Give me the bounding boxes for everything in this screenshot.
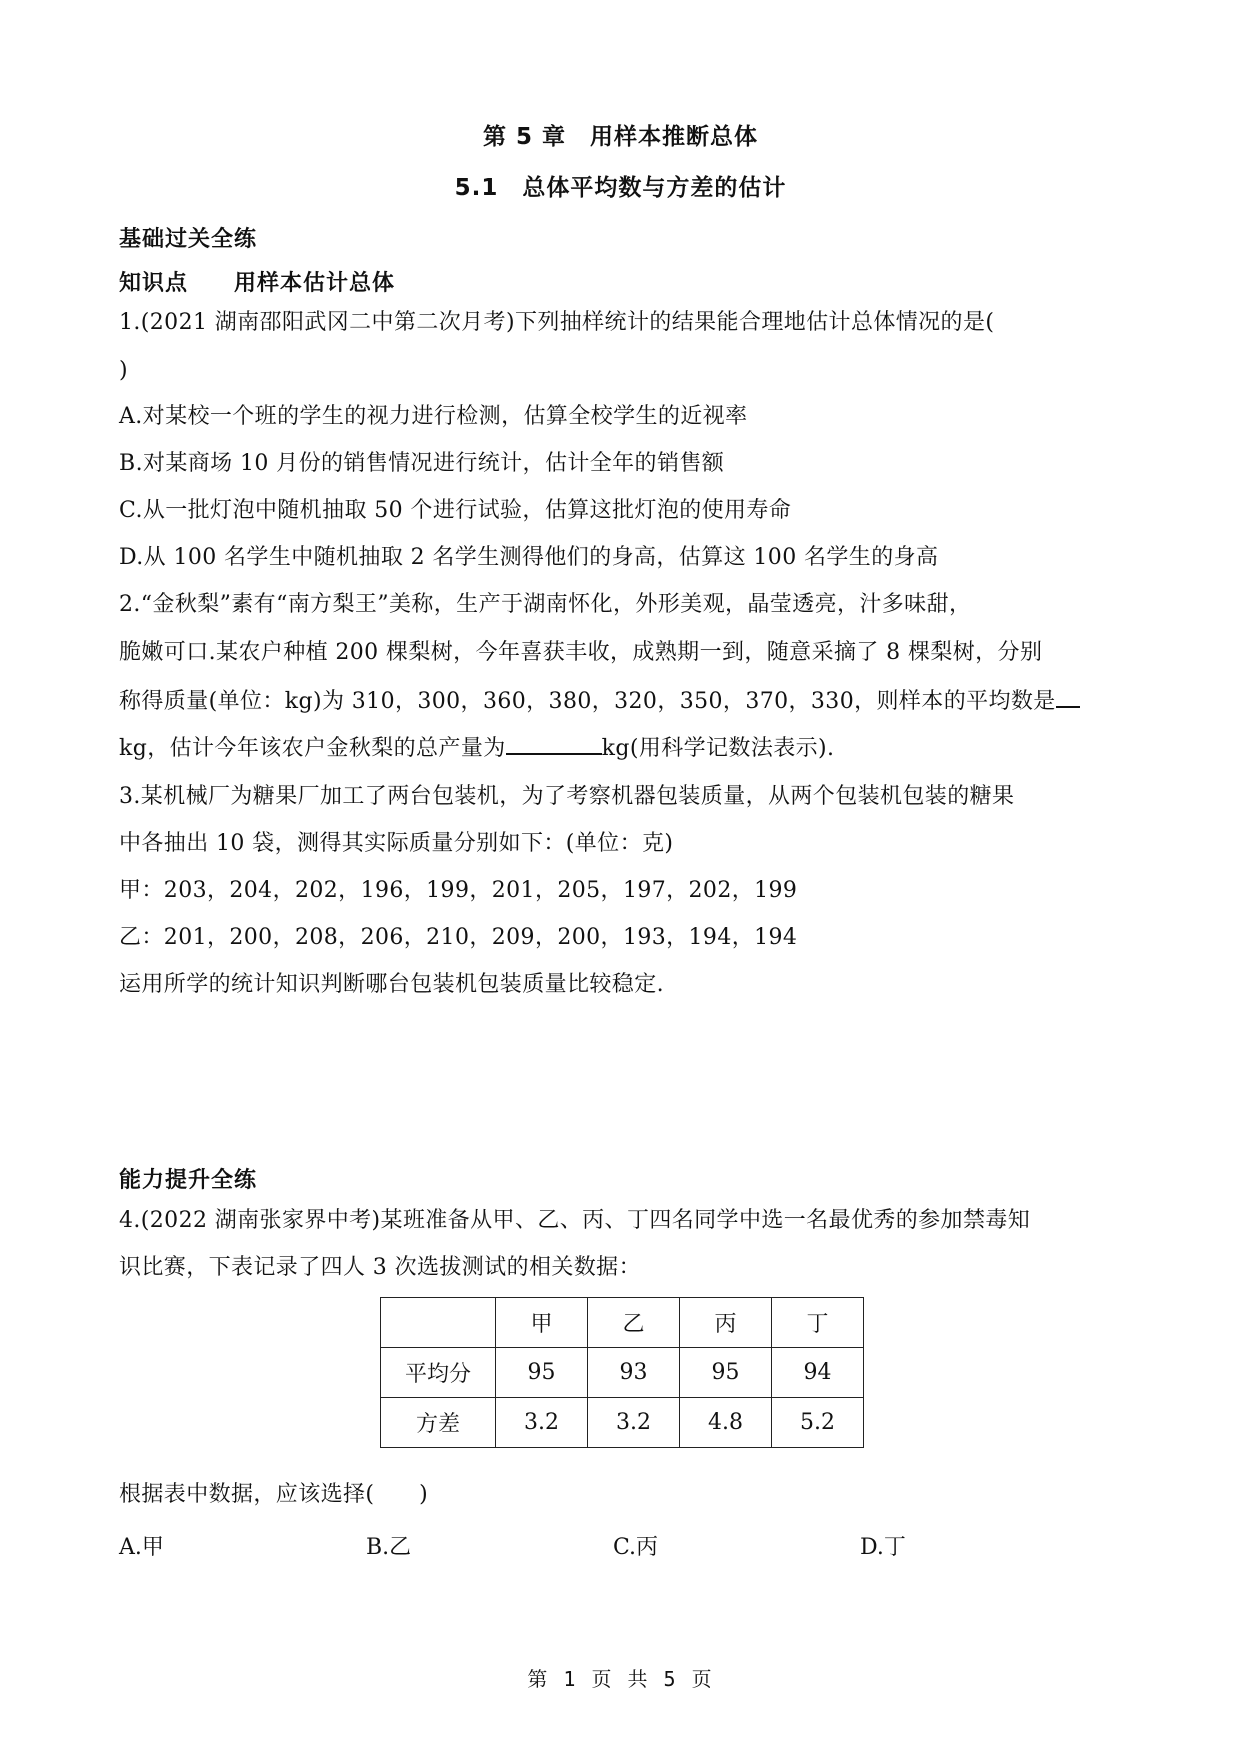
q4-data-table: [380, 1297, 864, 1448]
knowledge-point-heading: 知识点 用样本估计总体: [119, 271, 396, 296]
chapter-title: 第 5 章 用样本推断总体: [482, 124, 759, 150]
q2-stem-line-2: 脆嫩可口.某农户种植 200 棵梨树，今年喜获丰收，成熟期一到，随意采摘了 8 棵梨树，分别: [119, 640, 1043, 665]
q2-total-blank[interactable]: [506, 733, 602, 755]
table-header-cell: 丙: [680, 1298, 772, 1348]
table-cell: 3.2: [588, 1398, 680, 1448]
table-cell: 94: [772, 1348, 864, 1398]
q4-option-c: C.丙: [613, 1535, 659, 1560]
q4-prompt: 根据表中数据，应该选择( ): [119, 1482, 429, 1507]
table-cell: 方差: [381, 1398, 496, 1448]
q3-data-jia: 甲：203，204，202，196，199，201，205，197，202，199: [119, 878, 798, 903]
table-cell: 95: [680, 1348, 772, 1398]
q2-stem-line-1: 2.“金秋梨”素有“南方梨王”美称，生产于湖南怀化，外形美观，晶莹透亮，汁多味甜，: [119, 592, 972, 617]
q3-data-yi: 乙：201，200，208，206，210，209，200，193，194，194: [119, 925, 798, 950]
q1-stem-line-1: 1.(2021 湖南邵阳武冈二中第二次月考)下列抽样统计的结果能合理地估计总体情况的是(: [119, 310, 995, 335]
table-cell: 93: [588, 1348, 680, 1398]
q3-stem-line-2: 中各抽出 10 袋，测得其实际质量分别如下：(单位：克): [119, 831, 674, 856]
table-header-cell: 丁: [772, 1298, 864, 1348]
table-cell: 平均分: [381, 1348, 496, 1398]
basic-practice-heading: 基础过关全练: [119, 227, 258, 252]
q2-stem-line-4-text-b: kg(用科学记数法表示).: [601, 736, 835, 761]
table-header-row: [381, 1298, 864, 1348]
q1-option-b: B.对某商场 10 月份的销售情况进行统计，估计全年的销售额: [119, 451, 725, 476]
q4-stem-line-2: 识比赛，下表记录了四人 3 次选拔测试的相关数据：: [119, 1255, 641, 1280]
q2-stem-line-4-text-a: kg，估计今年该农户金秋梨的总产量为: [119, 736, 506, 761]
page-footer: 第 1 页 共 5 页: [527, 1667, 714, 1691]
q1-option-c: C.从一批灯泡中随机抽取 50 个进行试验，估算这批灯泡的使用寿命: [119, 498, 792, 523]
q2-stem-line-4: [119, 733, 834, 764]
q4-stem-line-1: 4.(2022 湖南张家界中考)某班准备从甲、乙、丙、丁四名同学中选一名最优秀的参加禁毒知: [119, 1208, 1031, 1233]
table-header-cell: [381, 1298, 496, 1348]
table-row: [381, 1398, 864, 1448]
q4-option-b: B.乙: [366, 1535, 412, 1560]
q2-stem-line-3-text: 称得质量(单位：kg)为 310，300，360，380，320，350，370，330，则样本的平均数是: [119, 689, 1056, 714]
q3-question: 运用所学的统计知识判断哪台包装机包装质量比较稳定.: [119, 972, 664, 997]
q1-option-a: A.对某校一个班的学生的视力进行检测，估算全校学生的近视率: [119, 404, 748, 429]
table-header-cell: 甲: [496, 1298, 588, 1348]
q2-mean-blank[interactable]: [1056, 686, 1080, 708]
section-title: 5.1 总体平均数与方差的估计: [454, 175, 787, 201]
q1-option-d: D.从 100 名学生中随机抽取 2 名学生测得他们的身高，估算这 100 名学生的身高: [119, 545, 939, 570]
ability-practice-heading: 能力提升全练: [119, 1168, 258, 1193]
q4-option-a: A.甲: [119, 1535, 164, 1560]
table-header-cell: 乙: [588, 1298, 680, 1348]
table-cell: 3.2: [496, 1398, 588, 1448]
table-cell: 5.2: [772, 1398, 864, 1448]
table-cell: 95: [496, 1348, 588, 1398]
q2-stem-line-3: [119, 686, 1080, 717]
q3-stem-line-1: 3.某机械厂为糖果厂加工了两台包装机，为了考察机器包装质量，从两个包装机包装的糖果: [119, 784, 1015, 809]
q4-option-d: D.丁: [860, 1535, 906, 1560]
table-cell: 4.8: [680, 1398, 772, 1448]
q1-stem-line-2: ): [119, 358, 128, 383]
table-row: [381, 1348, 864, 1398]
